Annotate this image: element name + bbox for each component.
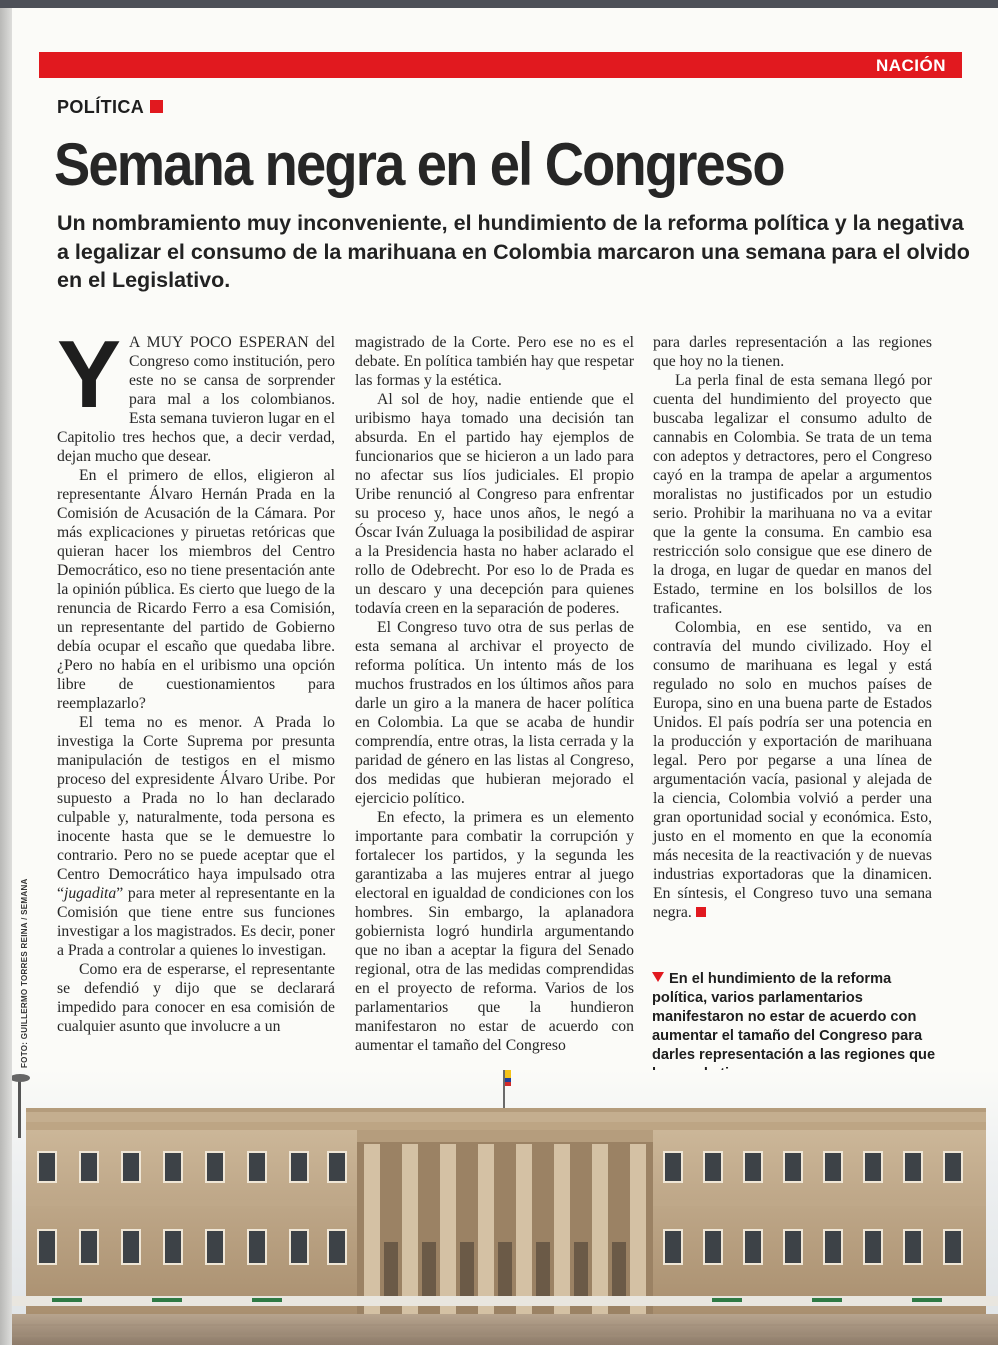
- lead-paragraph: [57, 321, 335, 466]
- section-bar: [39, 52, 962, 78]
- magazine-page: [12, 8, 998, 1345]
- red-square-icon: [150, 100, 163, 113]
- body-paragraph: [57, 713, 335, 960]
- column-3: [653, 333, 932, 922]
- top-strip: [0, 0, 998, 8]
- headline: Semana negra en el Congreso: [54, 131, 784, 198]
- column-2: [355, 333, 634, 1055]
- kicker: [57, 97, 163, 118]
- kicker-label: POLÍTICA: [57, 97, 145, 117]
- column-1: [57, 321, 335, 1036]
- body-paragraph: En efecto, la primera es un elemento importante para combatir la corrupción y fortalecer los partidos, y la segunda les garantizaba a las mujeres entrar al juego electoral en igualdad de condiciones con los hombres. Sin embargo, la aplanadora gobiernista logró hundirla argumentando que no iban a aceptar la figura del Senado regional, otra de las medidas comprendidas en el proyecto de reforma. Varios de los parlamentarios que la hundieron manifestaron no estar de acuerdo con aumentar el tamaño del Congreso: [355, 809, 634, 1054]
- deck: Un nombramiento muy inconveniente, el hundimiento de la reforma política y la negativa a legalizar el consumo de la marihuana en Colombia marcaron una semana para el olvido en el Legislativo.: [57, 211, 970, 292]
- red-triangle-icon: [652, 972, 664, 982]
- body-paragraph: Como era de esperarse, el representante se defendió y dijo que se declarará impedido para conocer en esa comisión de cualquier asunto que involucre a un: [57, 961, 335, 1035]
- body-paragraph: Al sol de hoy, nadie entiende que el uribismo haya tomado una decisión tan absurda. En el partido hay ejemplos de funcionarios que se hicieron a un lado para no afectar sus líos judiciales. El propio Uribe renunció al Congreso para enfrentar su proceso y, hace unos años, le negó a Óscar Iván Zuluaga la posibilidad de aspirar a la Presidencia hasta no haber aclarado el rollo de Odebrecht. Por eso lo de Prada es un descaro y una decepción para quienes todavía creen en la separación de poderes.: [355, 391, 634, 617]
- lead-text: A MUY POCO ESPERAN del Congreso como institución, pero este no se cansa de sorprender para mal a los colombianos. Esta semana tuvieron lugar en el Capitolio tres hechos que, a decir verdad, dejan mucho que desear.: [57, 334, 335, 465]
- body-paragraph: magistrado de la Corte. Pero ese no es el debate. En política también hay que respetar las formas y la estética.: [355, 334, 634, 389]
- body-paragraph: En el primero de ellos, eligieron al representante Álvaro Hernán Prada en la Comisión de Acusación de la Cámara. Por más explicaciones y piruetas retóricas que quieran hacer los miembros del Centro Democrático, eso no tiene presentación ante la opinión pública. Es cierto que luego de la renuncia de Ricardo Ferro a esa Comisión, un representante del partido de Gobierno debía ocupar el escaño que quedaba libre. ¿Pero no había en el uribismo una opción libre de cuestionamientos para reemplazarlo?: [57, 467, 335, 712]
- body-text: El tema no es menor. A Prada lo investiga la Corte Suprema por presunta manipulación de testigos en el mismo proceso del expresidente Álvaro Uribe. Por supuesto a Prada no lo han declarado culpable y, naturalmente, toda persona es inocente hasta que se le demuestre lo contrario. Pero no se puede aceptar que el Centro Democrático haya impulsado otra “: [57, 714, 335, 902]
- body-text: ” para meter al representante en la Comisión que tiene entre sus funciones investigar a los magistrados. Es decir, poner a Prada a controlar a quienes lo investigan.: [57, 885, 335, 959]
- body-paragraph: para darles representación a las regiones que hoy no la tienen.: [653, 334, 932, 370]
- body-paragraph: La perla final de esta semana llegó por cuenta del hundimiento del proyecto que buscaba legalizar el consumo adulto de cannabis en Colombia. Se trata de un tema con adeptos y detractores, pero el Congreso cayó en la trampa de apelar a argumentos moralistas no justificados por un estudio serio. Prohibir la marihuana no va a evitar que la gente la consuma. En cambio esa restricción solo consigue que ese dinero de la droga, en lugar de quedar en manos del Estado, termine en los bolsillos de los traficantes.: [653, 372, 932, 617]
- capitol-photo: [12, 1070, 998, 1345]
- section-label: NACIÓN: [875, 56, 946, 75]
- caption-text: En el hundimiento de la reforma política, varios parlamentarios manifestaron no estar de acuerdo con aumentar el tamaño del Congreso para darles representación a las regiones que: [652, 971, 936, 1063]
- drop-cap: Y: [57, 321, 122, 428]
- body-paragraph: El Congreso tuvo otra de sus perlas de esta semana al archivar el proyecto de reforma política. Un intento más de los muchos frustrados en los últimos años para darle un giro a la manera de hacer política en Colombia. La que se acaba de hundir comprendía, entre otras, la lista cerrada y la paridad de género en las listas al Congreso, dos medidas que hubieran mejorado el ejercicio político.: [355, 619, 634, 807]
- end-mark-icon: [696, 907, 706, 917]
- photo-caption: [652, 970, 937, 1084]
- body-text: Colombia, en ese sentido, va en contravía del mundo civilizado. Hoy el consumo de marihuana es legal y está regulado no solo en muchos países de Europa, sino en una buena parte de Estados Unidos. El país podría ser una potencia en la producción y exportación de marihuana legal. Pero por pegarse a una línea de argumentación vacía, pasional y alejada de la ciencia, Colombia volvió a perder una gran oportunidad social y económica. Esto, justo en el momento en que la economía más necesita de la reactivación y de nuevas industrias exportadoras que la dinamicen. En síntesis, el Congreso tuvo una semana negra.: [653, 619, 932, 921]
- photo-credit-text: FOTO: GUILLERMO TORRES REINA / SEMANA: [20, 878, 29, 1068]
- body-paragraph: [653, 618, 932, 922]
- italic-word: jugadita: [63, 885, 117, 902]
